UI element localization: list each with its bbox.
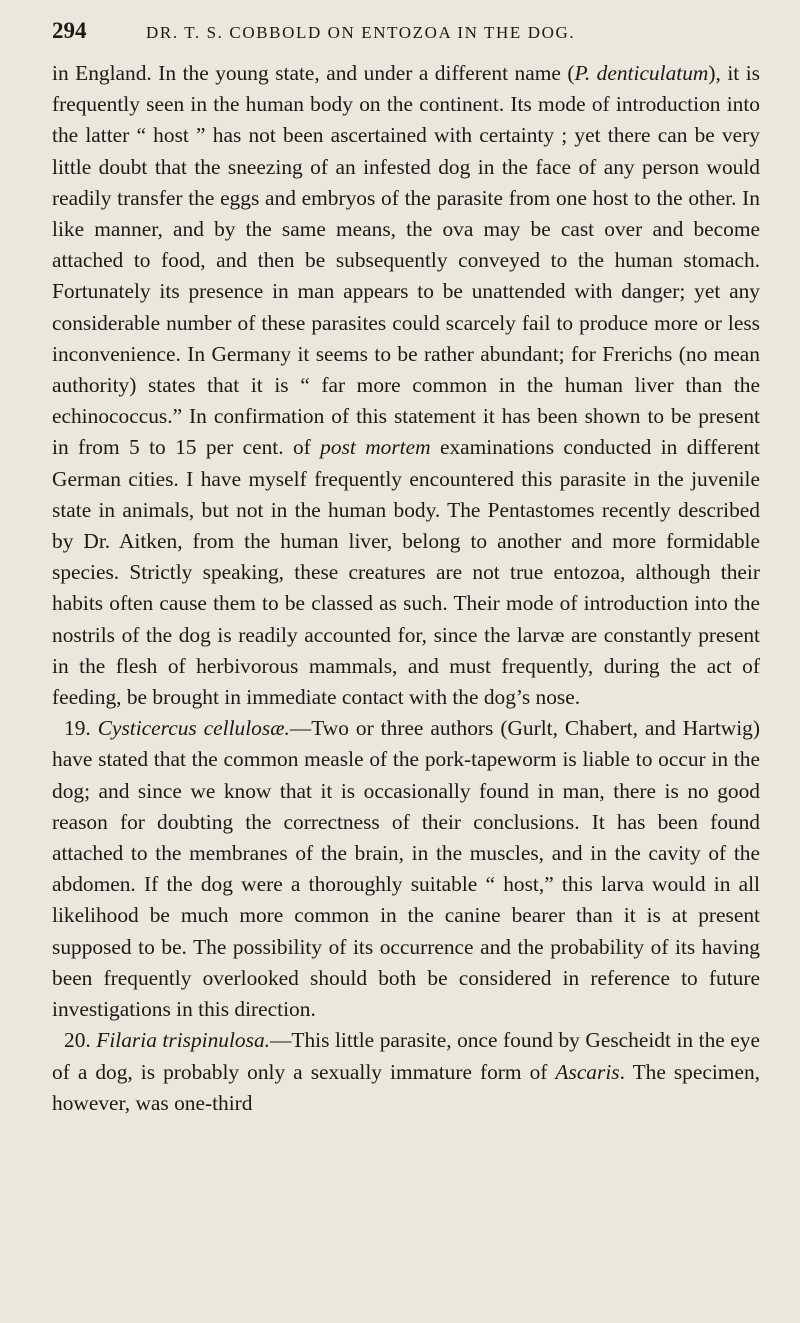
paragraph-cysticercus: [52, 713, 760, 1025]
text-run: . The specimen, however, was one-third: [52, 1059, 760, 1115]
section-number: 20.: [64, 1028, 97, 1053]
species-name: P. denticulatum: [574, 61, 709, 85]
text-run: —Two or three authors (Gurlt, Chabert, and Hartwig) have stated that the common measle of the pork-tapeworm is liable to occur in the dog; and since we know that it is occasionally found in man, there is no good reason for doubting the correctness of their conclusions. It has been found attached to the membranes of the brain, in the muscles, and in the cavity of the abdomen. If the dog were a thoroughly suitable “ host,” this larva would in all likelihood be much more common in the canine bearer than it is at present supposed to be. The possibility of its occurrence and the probability of its having been frequently overlooked should both be considered in reference to future investigations in this direction.: [52, 716, 760, 1022]
section-number: 19.: [64, 716, 98, 741]
text-run: ), it is frequently seen in the human body on the continent. Its mode of introduction into the latter “ host ” has not been ascertained with certainty ; yet there can be very little doubt that the sneezing of an infested dog in the face of any person would readily transfer the eggs and embryos of the parasite from one host to the other. In like manner, and by the same means, the ova may be cast over and become attached to food, and then be subsequently conveyed to the human stomach. Fortunately its presence in man appears to be unattended with danger; yet any considerable number of these parasites could scarcely fail to produce more or less inconvenience. In Germany it seems to be rather abundant; for Frerichs (no mean authority) states that it is “ far more common in the human liver than the echinococcus.” In confirmation of this statement it has been shown to be present in from 5 to 15 per cent. of: [52, 61, 760, 460]
body-text: [52, 58, 760, 1119]
genus-name: Ascaris: [555, 1059, 620, 1084]
text-run: examinations conducted in different German cities. I have myself frequently encountered this parasite in the juvenile state in animals, but not in the human body. The Pentastomes recently described by Dr. Aitken, from the human liver, belong to another and more formidable species. Strictly speaking, these creatures are not true entozoa, although their habits often cause them to be classed as such. Their mode of introduction into the nostrils of the dog is readily accounted for, since the larvæ are constantly present in the flesh of herbivorous mammals, and must frequently, during the act of feeding, be brought in immediate contact with the dog’s nose.: [52, 435, 760, 710]
paragraph-pentastomum: [52, 58, 760, 713]
section-title: Filaria trispinulosa.: [96, 1028, 270, 1053]
running-head: DR. T. S. COBBOLD ON ENTOZOA IN THE DOG.: [146, 23, 576, 42]
page-number: 294: [52, 18, 87, 43]
text-run: in England. In the young state, and under a different name (: [52, 61, 575, 85]
text-run: —This little parasite, once found by Gescheidt in the eye of a dog, is probably only a sexually immature form of: [52, 1028, 760, 1084]
paragraph-filaria: [52, 1025, 760, 1119]
latin-phrase: post mortem: [320, 435, 431, 460]
section-title: Cysticercus cellulosæ.: [97, 716, 290, 741]
page-header: [52, 18, 760, 58]
